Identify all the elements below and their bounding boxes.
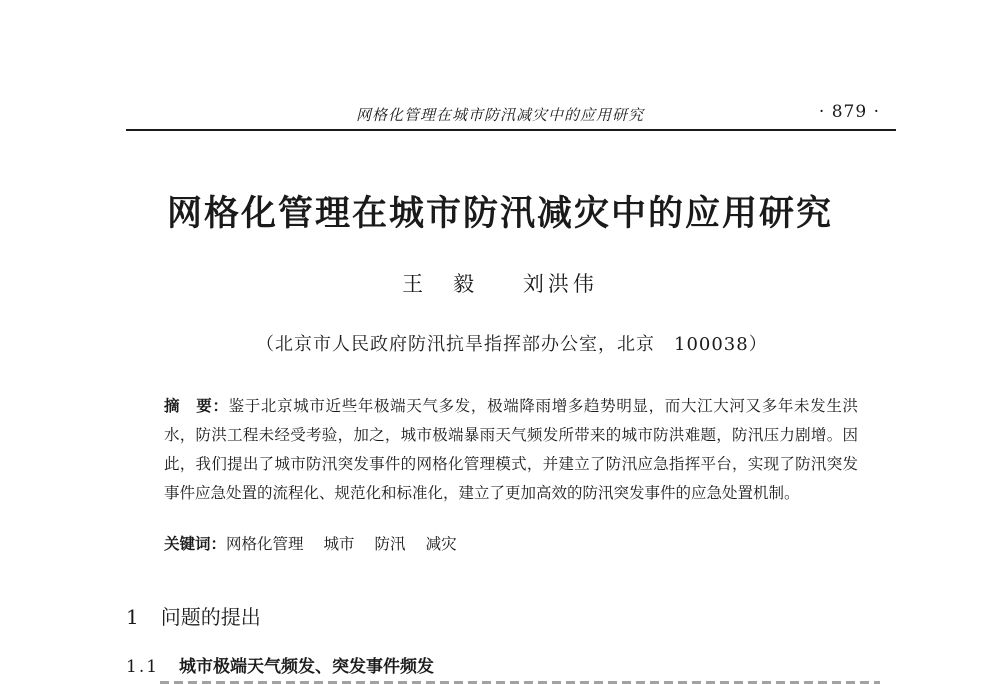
- subsection-number: 1.1: [126, 657, 160, 677]
- abstract-label: 摘 要：: [164, 397, 229, 415]
- abstract: [164, 392, 858, 508]
- subsection-heading: [126, 652, 434, 677]
- section-number: 1: [126, 605, 139, 629]
- affiliation: （北京市人民政府防汛抗旱指挥部办公室，北京 100038）: [256, 334, 768, 355]
- page-number: · 879 ·: [818, 102, 880, 122]
- author-name: 王毅: [402, 272, 505, 296]
- keyword: 网格化管理: [226, 535, 304, 553]
- author-name: 刘洪伟: [522, 272, 598, 296]
- section-title: 问题的提出: [160, 605, 261, 629]
- keyword: 城市: [323, 535, 355, 553]
- authors: [0, 268, 1000, 298]
- running-header: [128, 100, 894, 128]
- truncated-text-line: [160, 678, 880, 684]
- keywords: [164, 532, 477, 554]
- subsection-title: 城市极端天气频发、突发事件频发: [179, 657, 435, 677]
- abstract-text: 鉴于北京城市近些年极端天气多发，极端降雨增多趋势明显，而大江大河又多年未发生洪水，防洪工程未经受考验，加之，城市极端暴雨天气频发所带来的城市防洪难题，防汛压力剧增。因此，我们提出了城市防汛突发事件的网格化管理模式，并建立了防汛应急指挥平台，实现了防汛突发事件应急处置的流程化、规范化和标准化，建立了更加高效的防汛突发事件的应急处置机制。: [164, 397, 858, 502]
- keyword: 防汛: [374, 535, 406, 553]
- section-heading: [126, 601, 261, 630]
- header-rule: [126, 129, 896, 131]
- keyword: 减灾: [425, 535, 457, 553]
- running-title: 网格化管理在城市防汛减灾中的应用研究: [356, 106, 645, 124]
- keywords-label: 关键词：: [164, 535, 227, 553]
- article-title: 网格化管理在城市防汛减灾中的应用研究: [166, 194, 833, 234]
